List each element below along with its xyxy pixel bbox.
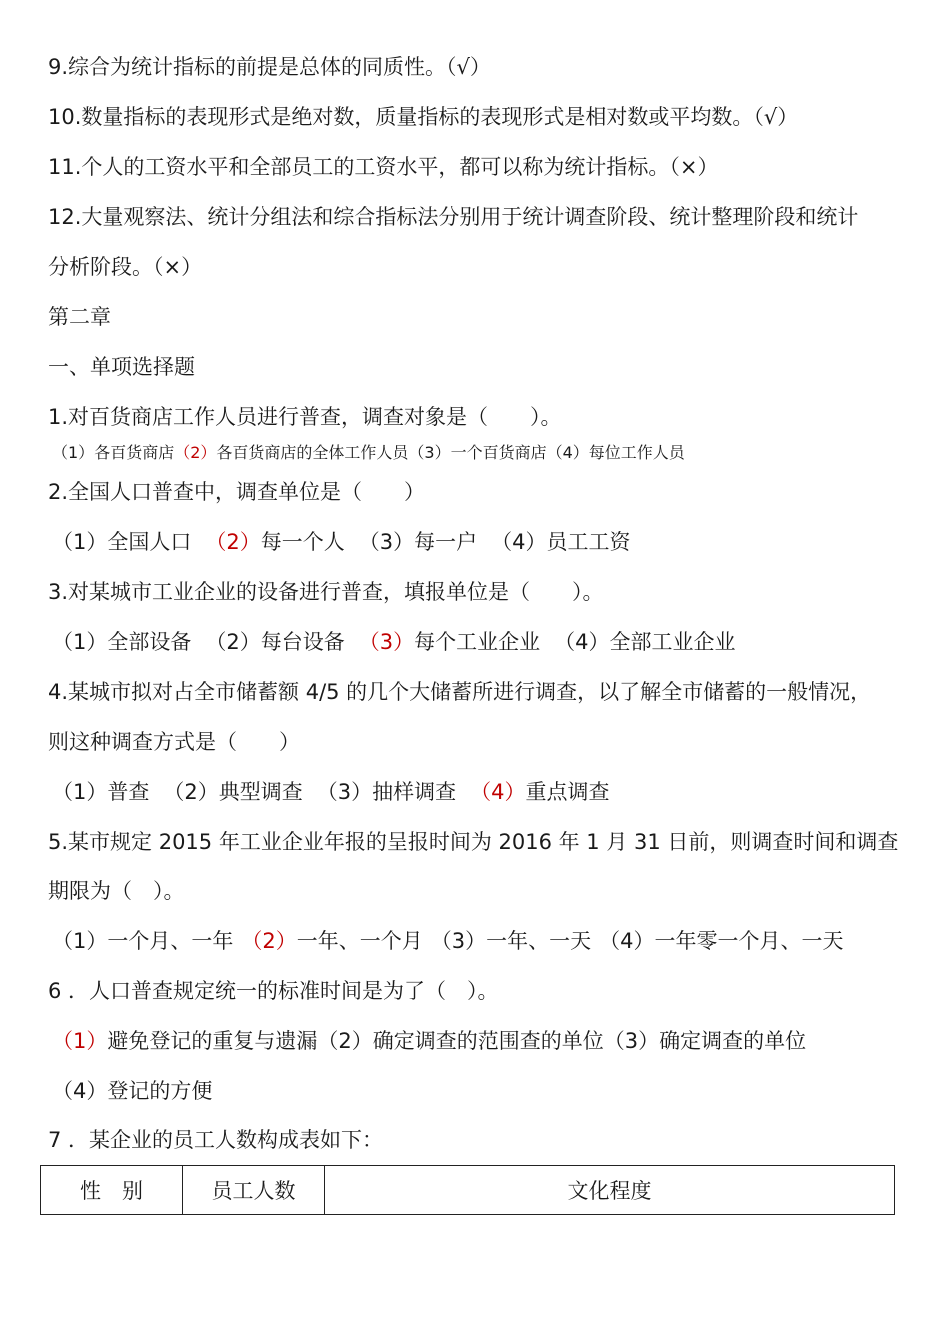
question-6-stem: 6 ．人口普查规定统一的标准时间是为了（ ）。 bbox=[48, 979, 499, 1003]
judgment-mark: （√） bbox=[753, 105, 799, 129]
option-4: （4）全部工业企业 bbox=[554, 630, 736, 654]
question-5-stem: 5.某市规定 2015 年工业企业年报的呈报时间为 2016 年 1 月 31 日前，则调查时间和调查 bbox=[48, 830, 899, 854]
question-4-options bbox=[52, 777, 910, 807]
table-header-gender: 性 别 bbox=[41, 1166, 183, 1215]
option-1: （1）全国人口 bbox=[52, 530, 192, 554]
question-2-options bbox=[52, 527, 910, 557]
option-3: （3）每一户 bbox=[358, 530, 478, 554]
table-header-employee-count: 员工人数 bbox=[183, 1166, 325, 1215]
question-6-options-continued bbox=[52, 1076, 910, 1106]
option-3: （3）一年、一天 bbox=[430, 929, 592, 953]
option-4: （4）一年零一个月、一天 bbox=[599, 929, 844, 953]
question-7-stem: 7 ．某企业的员工人数构成表如下： bbox=[48, 1128, 384, 1152]
judgment-11 bbox=[48, 152, 910, 182]
question-2-stem: 2.全国人口普查中，调查单位是（ ） bbox=[48, 480, 426, 504]
judgment-12 bbox=[48, 202, 910, 232]
option-4: （4）登记的方便 bbox=[52, 1079, 213, 1103]
chapter-title: 第二章 bbox=[48, 305, 111, 329]
question-4-stem-continued: 则这种调查方式是（ ） bbox=[48, 730, 300, 754]
judgment-9 bbox=[48, 52, 910, 82]
option-1: （1）一个月、一年 bbox=[52, 929, 234, 953]
option-3: （3）每个工业企业 bbox=[358, 630, 541, 654]
option-3: （3）抽样调查 bbox=[316, 780, 457, 804]
option-2: （2）确定调查的范围查的单位 bbox=[317, 1029, 604, 1053]
option-2: （2）每台设备 bbox=[205, 630, 345, 654]
question-3-stem: 3.对某城市工业企业的设备进行普查，填报单位是（ ）。 bbox=[48, 580, 604, 604]
judgment-text: 10.数量指标的表现形式是绝对数，质量指标的表现形式是相对数或平均数。 bbox=[48, 105, 754, 129]
question-3-options bbox=[52, 627, 910, 657]
question-1-options bbox=[52, 441, 910, 465]
question-5-stem-continued: 期限为（ ）。 bbox=[48, 879, 185, 903]
option-1: （1）全部设备 bbox=[52, 630, 192, 654]
judgment-mark: （√） bbox=[446, 55, 491, 79]
question-6-options bbox=[52, 1026, 910, 1056]
question-4-stem: 4.某城市拟对占全市储蓄额 4/5 的几个大储蓄所进行调查，以了解全市储蓄的一般情况， bbox=[48, 680, 872, 704]
judgment-text: 11.个人的工资水平和全部员工的工资水平，都可以称为统计指标。 bbox=[48, 155, 670, 179]
option-3: （3）一个百货商店 bbox=[408, 443, 547, 462]
judgment-mark: （×） bbox=[669, 155, 719, 179]
employee-table bbox=[40, 1165, 895, 1215]
option-2: （2）每一个人 bbox=[205, 530, 345, 554]
judgment-text: 12.大量观察法、统计分组法和综合指标法分别用于统计调查阶段、统计整理阶段和统计 bbox=[48, 205, 859, 229]
table-header-education: 文化程度 bbox=[325, 1166, 895, 1215]
question-5-options bbox=[52, 926, 910, 956]
option-1: （1）避免登记的重复与遗漏 bbox=[52, 1029, 318, 1053]
judgment-text: 9.综合为统计指标的前提是总体的同质性。 bbox=[48, 55, 447, 79]
option-2: （2）典型调查 bbox=[163, 780, 303, 804]
option-4: （4）员工工资 bbox=[491, 530, 631, 554]
option-4: （4）重点调查 bbox=[470, 780, 610, 804]
judgment-12-continued bbox=[48, 252, 910, 282]
section-title: 一、单项选择题 bbox=[48, 355, 195, 379]
question-1-stem: 1.对百货商店工作人员进行普查，调查对象是（ ）。 bbox=[48, 405, 562, 429]
option-2: （2）各百货商店的全体工作人员 bbox=[174, 443, 409, 462]
judgment-mark: （×） bbox=[153, 255, 203, 279]
option-3: （3）确定调查的单位 bbox=[603, 1029, 807, 1053]
table-header-row bbox=[41, 1166, 895, 1215]
option-4: （4）每位工作人员 bbox=[546, 443, 685, 462]
judgment-text: 分析阶段。 bbox=[48, 255, 153, 279]
option-1: （1）普查 bbox=[52, 780, 150, 804]
option-2: （2）一年、一个月 bbox=[241, 929, 423, 953]
judgment-10 bbox=[48, 102, 910, 132]
option-1: （1）各百货商店 bbox=[52, 443, 175, 462]
